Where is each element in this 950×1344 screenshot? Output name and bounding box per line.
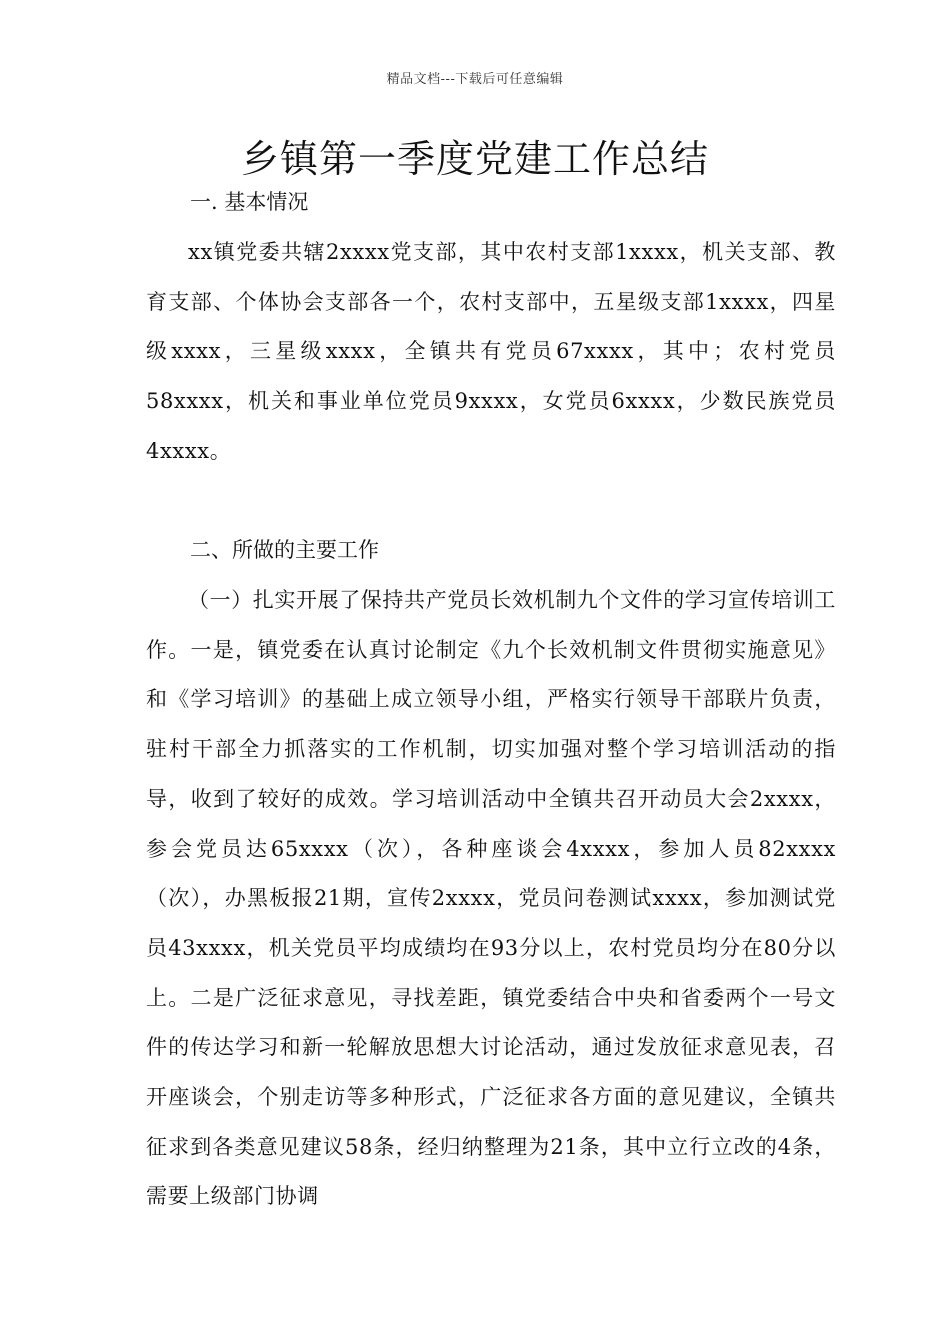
paragraph-basic-situation: xx镇党委共辖2xxxx党支部，其中农村支部1xxxx，机关支部、教育支部、个体协会支部各一个，农村支部中，五星级支部1xxxx，四星级xxxx，三星级xxxx，全镇共有党员67xxxx，其中；农村党员58xxxx，机关和事业单位党员9xxxx，女党员6xxxx，少数民族党员4xxxx。: [146, 240, 836, 463]
section-heading-main-work: 二、所做的主要工作: [190, 538, 379, 562]
header-note: 精品文档---下载后可任意编辑: [386, 72, 564, 87]
section-heading-basic-situation: 一. 基本情况: [190, 190, 309, 214]
page-title: 乡镇第一季度党建工作总结: [240, 137, 709, 181]
paragraph-main-work: （一）扎实开展了保持共产党员长效机制九个文件的学习宣传培训工作。一是，镇党委在认真讨论制定《九个长效机制文件贯彻实施意见》和《学习培训》的基础上成立领导小组，严格实行领导干部联片负责，驻村干部全力抓落实的工作机制，切实加强对整个学习培训活动的指导，收到了较好的成效。学习培训活动中全镇共召开动员大会2xxxx，参会党员达65xxxx（次），各种座谈会4xxxx，参加人员82xxxx（次），办黑板报21期，宣传2xxxx，党员问卷测试xxxx，参加测试党员43xxxx，机关党员平均成绩均在93分以上，农村党员均分在80分以上。二是广泛征求意见，寻找差距，镇党委结合中央和省委两个一号文件的传达学习和新一轮解放思想大讨论活动，通过发放征求意见表，召开座谈会，个别走访等多种形式，广泛征求各方面的意见建议，全镇共征求到各类意见建议58条，经归纳整理为21条，其中立行立改的4条，需要上级部门协调: [146, 588, 836, 1209]
